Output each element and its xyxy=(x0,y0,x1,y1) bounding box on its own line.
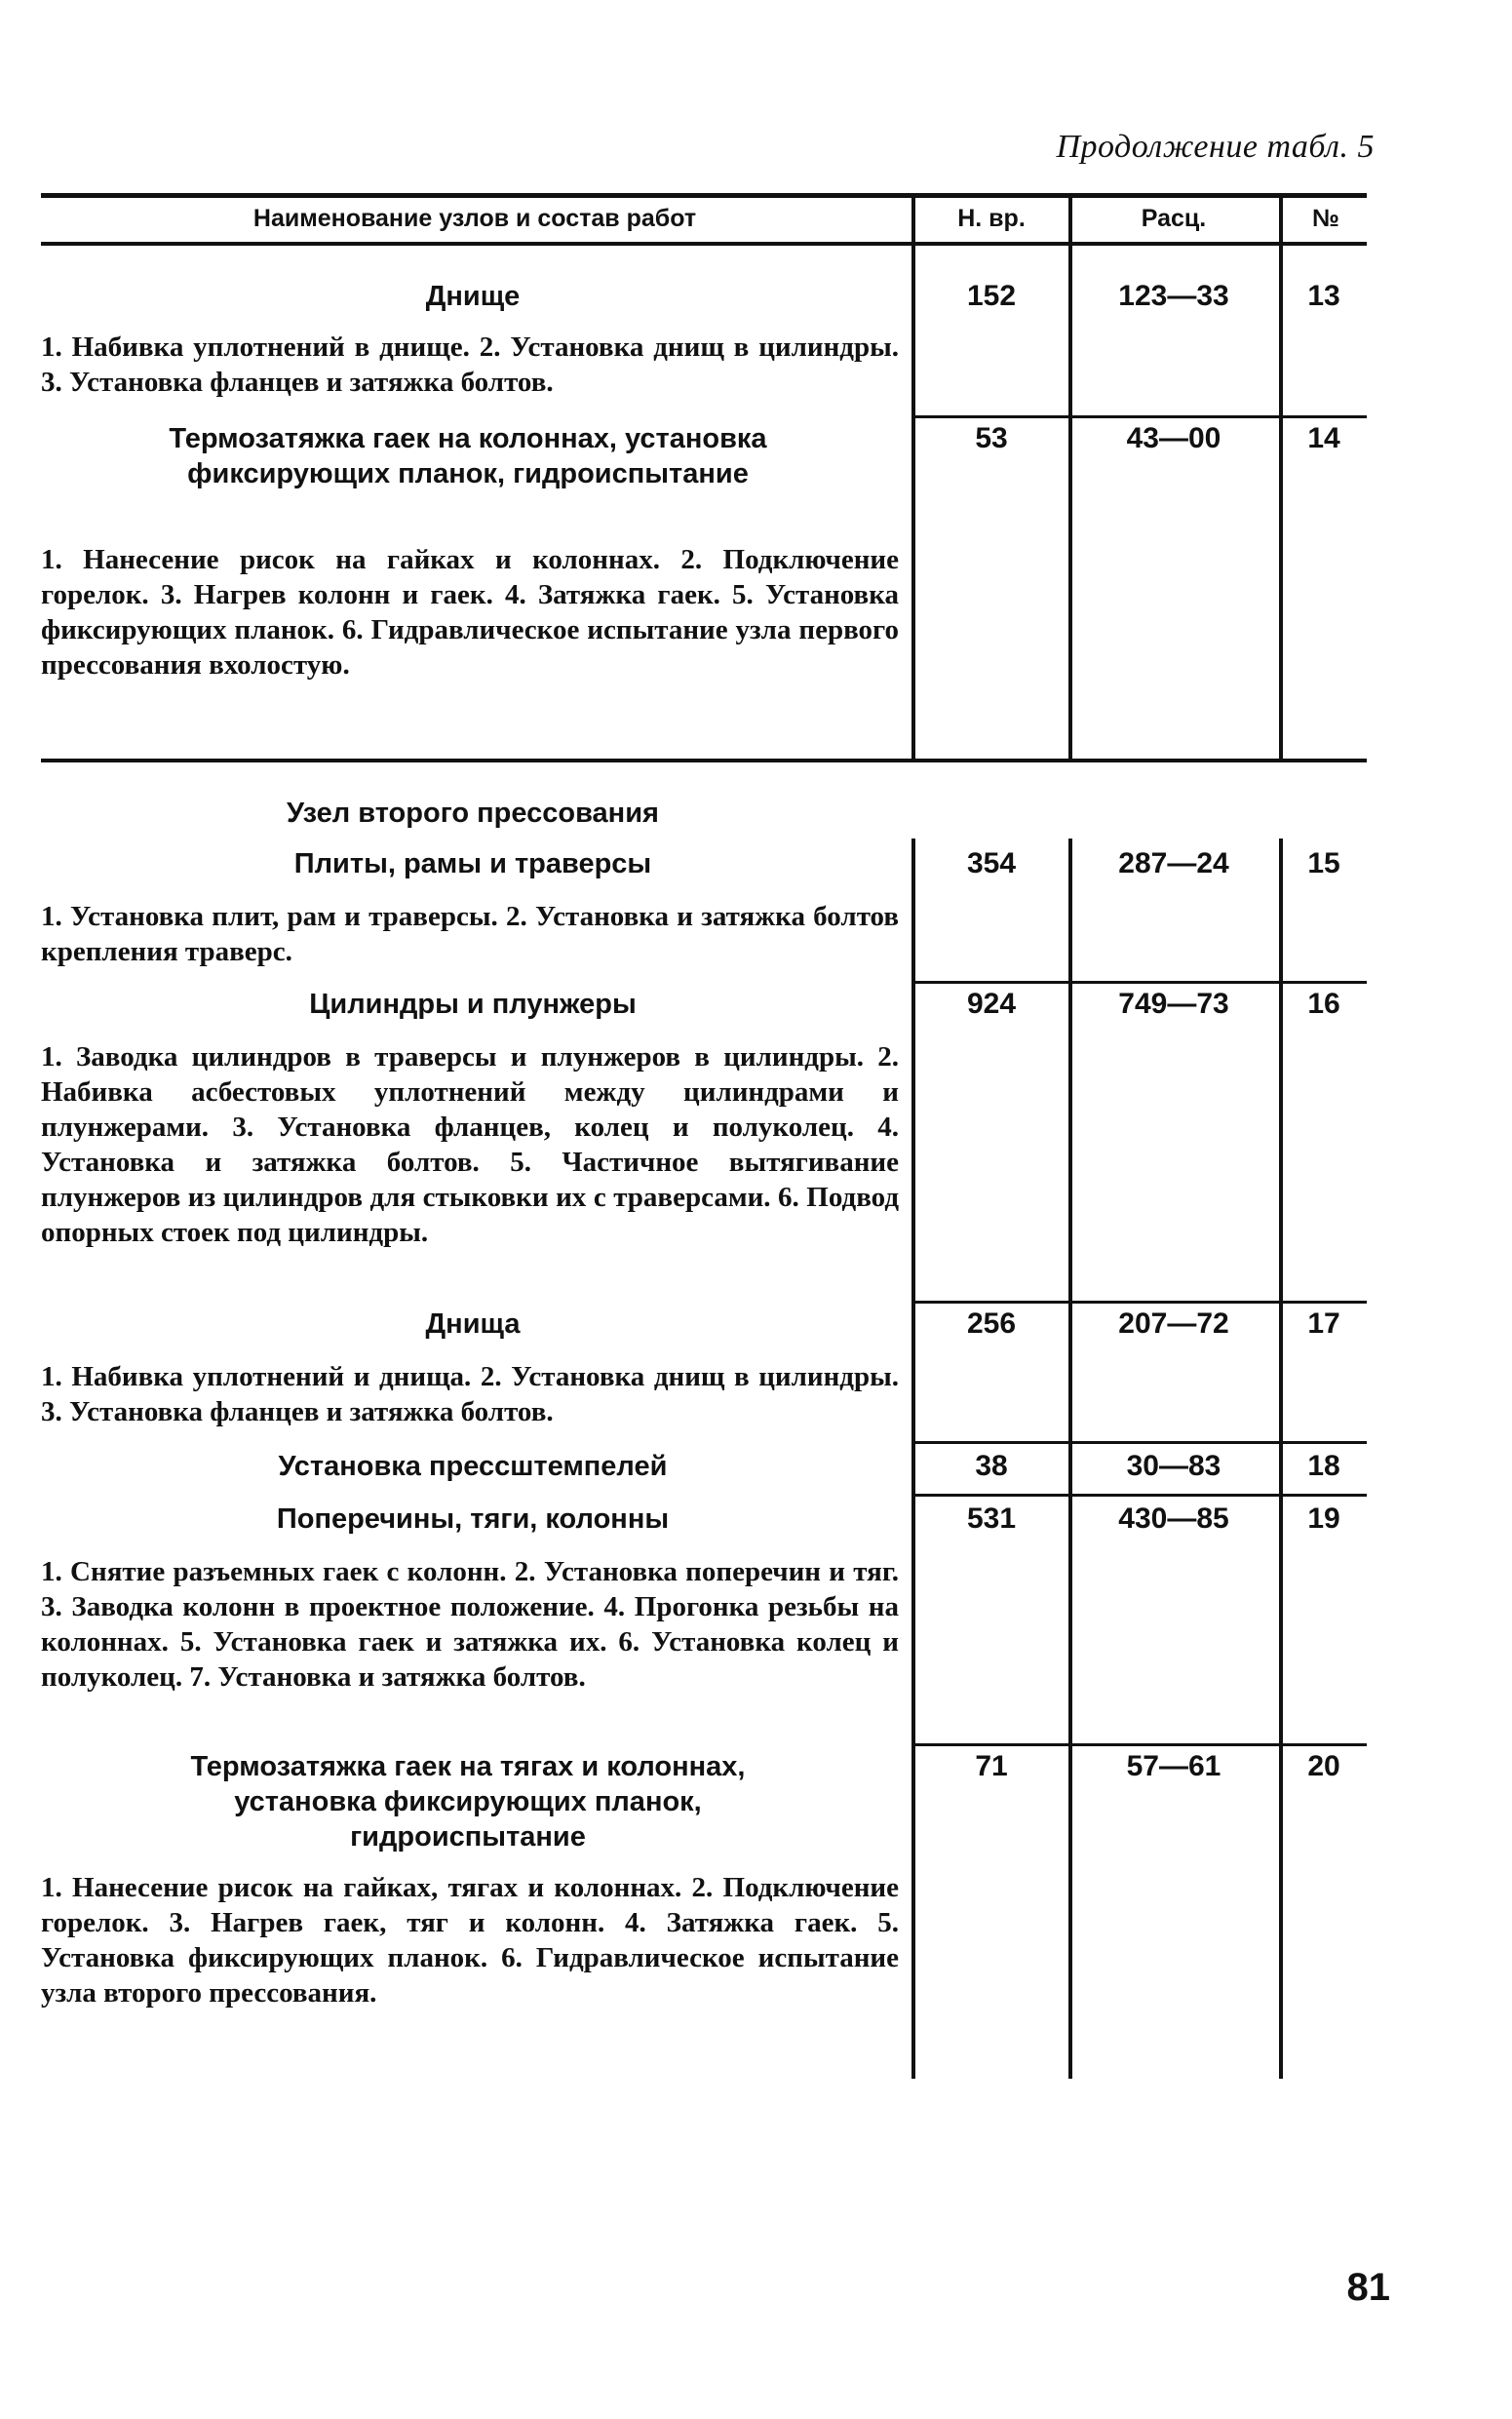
row-separator-18 xyxy=(911,1441,1367,1444)
column-line-1 xyxy=(911,193,915,759)
row-19-nvr: 531 xyxy=(966,1502,1017,1535)
column-line-1b xyxy=(911,839,915,2079)
row-20-nvr: 71 xyxy=(975,1750,1008,1782)
row-19-rasc: 430—85 xyxy=(1118,1502,1229,1535)
row-18-title: Установка прессштемпелей xyxy=(278,1451,668,1482)
header-rasc: Расц. xyxy=(1141,205,1207,232)
row-13-no: 13 xyxy=(1307,280,1340,312)
row-separator-14 xyxy=(911,415,1367,418)
row-18-nvr: 38 xyxy=(975,1450,1008,1482)
row-19-title: Поперечины, тяги, колонны xyxy=(276,1503,670,1535)
page-number: 81 xyxy=(1346,2266,1390,2309)
row-16-title: Цилиндры и плунжеры xyxy=(309,989,637,1020)
row-14-nvr: 53 xyxy=(975,422,1008,454)
column-line-3b xyxy=(1279,839,1283,2079)
column-line-3 xyxy=(1279,193,1283,759)
row-14-rasc: 43—00 xyxy=(1126,422,1221,454)
row-14-title: Термозатяжка гаек на колоннах, установка фиксирующих планок, гидроиспытание xyxy=(169,423,767,489)
row-13-title: Днище xyxy=(425,281,521,312)
row-16-desc: 1. Заводка цилиндров в траверсы и плунжеров в цилиндры. 2. Набивка асбестовых уплотнений между цилиндрами и плунжерами. 3. Установка фланцев, колец и полуколец. 4. Установка и затяжка болтов. 5. Частичное вытягивание плунжеров из цилиндров для стыковки их с траверсами. 6. Подвод опорных стоек под цилиндры. xyxy=(41,1041,899,1248)
row-16-nvr: 924 xyxy=(966,988,1017,1020)
row-14-no: 14 xyxy=(1307,422,1340,454)
row-20-no: 20 xyxy=(1307,1750,1340,1782)
row-13-rasc: 123—33 xyxy=(1118,280,1229,312)
row-15-desc: 1. Установка плит, рам и траверсы. 2. Установка и затяжка болтов крепления траверс. xyxy=(41,901,899,967)
row-16-rasc: 749—73 xyxy=(1118,988,1229,1020)
row-17-rasc: 207—72 xyxy=(1118,1307,1229,1340)
row-13-nvr: 152 xyxy=(966,280,1017,312)
row-separator-17 xyxy=(911,1301,1367,1304)
header-bottom-rule xyxy=(41,242,1367,246)
table-caption: Продолжение табл. 5 xyxy=(1056,129,1375,165)
header-name: Наименование узлов и состав работ xyxy=(252,205,697,232)
row-15-nvr: 354 xyxy=(966,847,1017,879)
row-20-rasc: 57—61 xyxy=(1126,1750,1221,1782)
row-15-no: 15 xyxy=(1307,847,1340,879)
row-15-title: Плиты, рамы и траверсы xyxy=(293,848,652,879)
row-separator-16 xyxy=(911,981,1367,984)
row-15-rasc: 287—24 xyxy=(1118,847,1229,879)
row-17-desc: 1. Набивка уплотнений и днища. 2. Установка днищ в цилиндры. 3. Установка фланцев и затяжка болтов. xyxy=(41,1361,899,1427)
row-18-no: 18 xyxy=(1307,1450,1340,1482)
header-no: № xyxy=(1312,205,1339,232)
row-19-desc: 1. Снятие разъемных гаек с колонн. 2. Установка поперечин и тяг. 3. Заводка колонн в проектное положение. 4. Прогонка резьбы на колоннах. 5. Установка гаек и затяжка их. 6. Установка колец и полуколец. 7. Установка и затяжка болтов. xyxy=(41,1556,899,1693)
header-top-rule xyxy=(41,193,1367,198)
header-nvr: Н. вр. xyxy=(957,205,1026,232)
row-16-no: 16 xyxy=(1307,988,1340,1020)
row-19-no: 19 xyxy=(1307,1502,1340,1535)
row-20-desc: 1. Нанесение рисок на гайках, тягах и колоннах. 2. Подключение горелок. 3. Нагрев гаек, тяг и колонн. 4. Затяжка гаек. 5. Установка фиксирующих планок. 6. Гидравлическое испытание узла второго прессования. xyxy=(41,1872,899,2009)
section-separator xyxy=(41,759,1367,762)
row-13-desc: 1. Набивка уплотнений в днище. 2. Установка днищ в цилиндры. 3. Установка фланцев и затяжка болтов. xyxy=(41,332,899,398)
row-14-desc: 1. Нанесение рисок на гайках и колоннах. 2. Подключение горелок. 3. Нагрев колонн и гаек. 4. Затяжка гаек. 5. Установка фиксирующих планок. 6. Гидравлическое испытание узла первого прессования вхолостую. xyxy=(41,544,899,681)
section-heading: Узел второго прессования xyxy=(287,798,659,829)
row-20-title: Термозатяжка гаек на тягах и колоннах, установка фиксирующих планок, гидроиспытание xyxy=(190,1751,746,1853)
row-18-rasc: 30—83 xyxy=(1126,1450,1221,1482)
row-separator-19 xyxy=(911,1494,1367,1497)
column-line-2 xyxy=(1068,193,1072,759)
row-separator-20 xyxy=(911,1743,1367,1746)
row-17-title: Днища xyxy=(425,1308,521,1340)
row-17-no: 17 xyxy=(1307,1307,1340,1340)
row-17-nvr: 256 xyxy=(966,1307,1017,1340)
